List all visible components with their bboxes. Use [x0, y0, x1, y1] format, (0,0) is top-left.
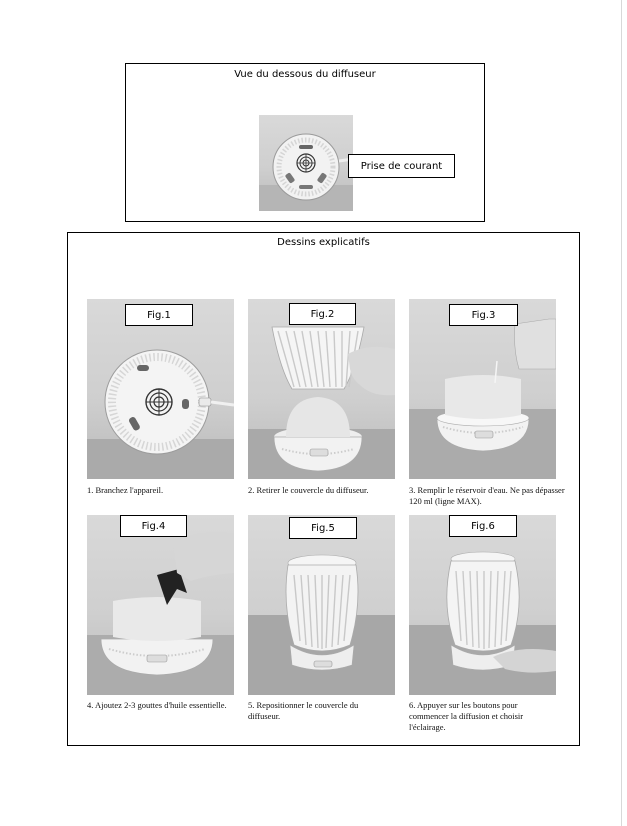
- fig2-caption: 2. Retirer le couvercle du diffuseur.: [248, 485, 369, 495]
- diffuser-bottom-photo: [259, 115, 353, 211]
- fig2-photo: [248, 299, 395, 479]
- water-fill-illustration: [409, 299, 556, 479]
- essential-oil-illustration: [87, 515, 234, 695]
- fig6-caption: 6. Appuyer sur les boutons pour commencer la diffusion et choisir l'éclairage.: [409, 700, 524, 732]
- fig3-label: Fig.3: [449, 304, 518, 326]
- explanatory-title: Dessins explicatifs: [277, 237, 370, 248]
- power-socket-callout: Prise de courant: [348, 154, 455, 178]
- fig3-caption: 3. Remplir le réservoir d'eau. Ne pas dépasser 120 ml (ligne MAX).: [409, 485, 565, 506]
- button-press-illustration: [409, 515, 556, 695]
- bottom-view-title: Vue du dessous du diffuseur: [234, 69, 376, 80]
- diffuser-plugged-illustration: [87, 299, 234, 479]
- lid-replaced-illustration: [248, 515, 395, 695]
- explanatory-drawings-panel: [67, 232, 580, 746]
- page-edge: [621, 0, 622, 826]
- fig5-photo: [248, 515, 395, 695]
- fig6-photo: [409, 515, 556, 695]
- fig6-label: Fig.6: [449, 515, 517, 537]
- bottom-view-panel: [125, 63, 485, 222]
- fig1-label: Fig.1: [125, 304, 193, 326]
- fig1-photo: [87, 299, 234, 479]
- fig2-label: Fig.2: [289, 303, 356, 325]
- fig4-photo: [87, 515, 234, 695]
- diffuser-bottom-illustration: [259, 115, 353, 211]
- fig5-caption: 5. Repositionner le couvercle du diffuseur.: [248, 700, 359, 721]
- fig4-label: Fig.4: [120, 515, 187, 537]
- fig5-label: Fig.5: [289, 517, 357, 539]
- fig3-photo: [409, 299, 556, 479]
- lid-removal-illustration: [248, 299, 395, 479]
- fig4-caption: 4. Ajoutez 2-3 gouttes d'huile essentielle.: [87, 700, 227, 710]
- fig1-caption: 1. Branchez l'appareil.: [87, 485, 164, 495]
